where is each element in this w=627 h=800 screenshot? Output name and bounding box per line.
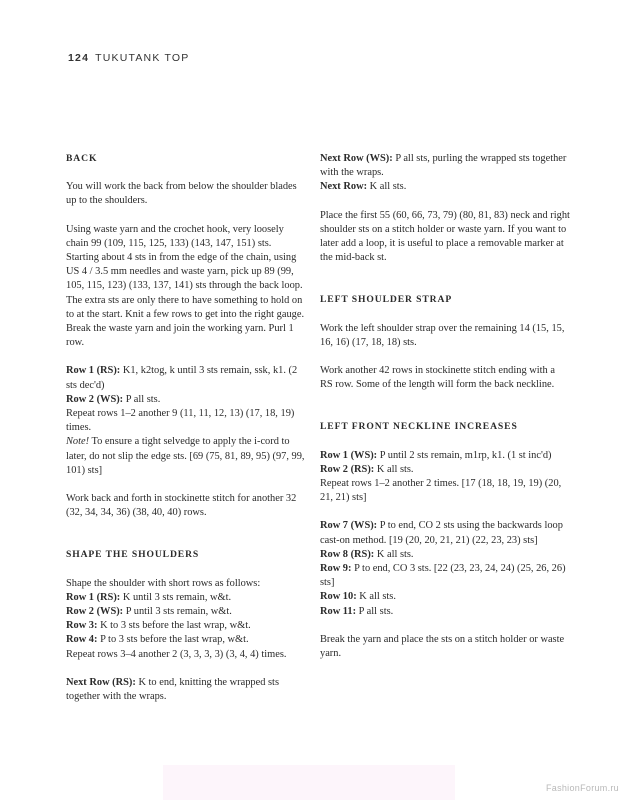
- left-column: [66, 152, 306, 718]
- paragraph: Work back and forth in stockinette stitch for another 32 (32, 34, 34, 36) (38, 40, 40) rows.: [66, 493, 297, 519]
- footer-band: [163, 765, 455, 800]
- chapter-title: TUKUTANK TOP: [95, 52, 190, 64]
- row-text: P to 3 sts before the last wrap, w&t.: [97, 634, 249, 646]
- repeat-text: Repeat rows 1–2 another 2 times. [17 (18, 18, 19, 19) (20, 21, 21) sts]: [320, 478, 562, 504]
- running-head: [68, 52, 189, 64]
- instruction-block: [66, 676, 306, 704]
- row-label: Row 4:: [66, 634, 98, 646]
- row-text: K all sts.: [367, 181, 407, 193]
- row-label: Row 2 (WS):: [66, 606, 124, 618]
- repeat-text: Repeat rows 3–4 another 2 (3, 3, 3, 3) (3, 4, 4) times.: [66, 648, 287, 660]
- page-number: 124: [68, 52, 90, 64]
- note-label: Note!: [66, 436, 90, 448]
- instruction-block: [320, 152, 570, 195]
- row-text: K all sts.: [356, 591, 396, 603]
- row-text: P to end, CO 2 sts using the backwards loop cast-on method. [19 (20, 20, 21, 21) (22, 23, 23) sts]: [320, 520, 563, 546]
- row-label: Row 1 (WS):: [320, 449, 378, 461]
- row-label: Row 8 (RS):: [320, 548, 375, 560]
- paragraph: You will work the back from below the shoulder blades up to the shoulders.: [66, 181, 297, 207]
- row-text: P until 3 sts remain, w&t.: [123, 606, 232, 618]
- row-label: Next Row (RS):: [66, 676, 136, 688]
- paragraph: Break the yarn and place the sts on a stitch holder or waste yarn.: [320, 633, 565, 660]
- watermark: FashionForum.ru: [545, 783, 619, 793]
- row-label: Row 3:: [66, 620, 98, 632]
- row-label: Next Row (WS):: [320, 153, 393, 164]
- section-heading-back: BACK: [66, 153, 98, 164]
- note-text: To ensure a tight selvedge to apply the i-cord to later, do not slip the edge sts. [69 (75, 81, 89, 95) (97, 99, 101) sts]: [66, 436, 305, 476]
- row-label: Row 2 (WS):: [66, 393, 124, 405]
- intro-text: Shape the shoulder with short rows as follows:: [66, 577, 261, 589]
- row-text: K until 3 sts remain, w&t.: [120, 591, 232, 603]
- paragraph: Place the first 55 (60, 66, 73, 79) (80, 81, 83) neck and right shoulder sts on a stitch holder or waste yarn. If you want to later add a loop, it is useful to place a removable marker at the mid-back st.: [320, 209, 570, 264]
- row-text: P to end, CO 3 sts. [22 (23, 23, 24, 24) (25, 26, 26) sts]: [320, 563, 566, 589]
- paragraph: Work another 42 rows in stockinette stitch ending with a RS row. Some of the length will form the back neckline.: [320, 365, 555, 391]
- paragraph: Using waste yarn and the crochet hook, very loosely chain 99 (109, 115, 125, 133) (143, 147, 151) sts. Starting about 4 sts in from the edge of the chain, using US 4 / 3.5 mm needles and waste yarn, pick up 89 (99, 105, 115, 123) (133, 137, 141) sts through the back loop. The extra sts are only there to have something to hold on to at the start. Knit a few rows to get into the right gauge. Break the waste yarn and join the working yarn. Purl 1 row.: [66, 223, 305, 349]
- right-column: [320, 152, 570, 675]
- instruction-block: [320, 519, 570, 618]
- row-text: P until 2 sts remain, m1rp, k1. (1 st inc'd): [377, 449, 552, 461]
- section-heading-shape-shoulders: SHAPE THE SHOULDERS: [66, 549, 200, 561]
- repeat-text: Repeat rows 1–2 another 9 (11, 11, 12, 13) (17, 18, 19) times.: [66, 408, 295, 434]
- row-label: Row 7 (WS):: [320, 520, 378, 532]
- row-text: P all sts.: [123, 393, 161, 405]
- row-label: Row 10:: [320, 591, 357, 603]
- row-label: Row 9:: [320, 563, 352, 575]
- row-label: Row 1 (RS):: [66, 365, 121, 377]
- paragraph: Work the left shoulder strap over the remaining 14 (15, 15, 16, 16) (17, 18, 18) sts.: [320, 322, 565, 348]
- section-heading-left-shoulder-strap: LEFT SHOULDER STRAP: [320, 294, 453, 306]
- row-text: P all sts, purling the wrapped sts together with the wraps.: [320, 153, 567, 179]
- row-label: Next Row:: [320, 181, 368, 193]
- row-text: K all sts.: [374, 548, 414, 560]
- row-text: K all sts.: [374, 463, 414, 475]
- instruction-block: [66, 577, 306, 662]
- row-label: Row 1 (RS):: [66, 591, 121, 603]
- section-heading-left-front-neckline: LEFT FRONT NECKLINE INCREASES: [320, 421, 518, 433]
- row-text: K1, k2tog, k until 3 sts remain, ssk, k1. (2 sts dec'd): [66, 365, 298, 391]
- row-label: Row 11:: [320, 605, 357, 617]
- row-text: K to end, knitting the wrapped sts together with the wraps.: [66, 676, 279, 703]
- instruction-block: [320, 449, 570, 506]
- row-text: P all sts.: [356, 605, 394, 617]
- instruction-block: [66, 364, 306, 478]
- row-text: K to 3 sts before the last wrap, w&t.: [97, 620, 251, 632]
- row-label: Row 2 (RS):: [320, 463, 375, 475]
